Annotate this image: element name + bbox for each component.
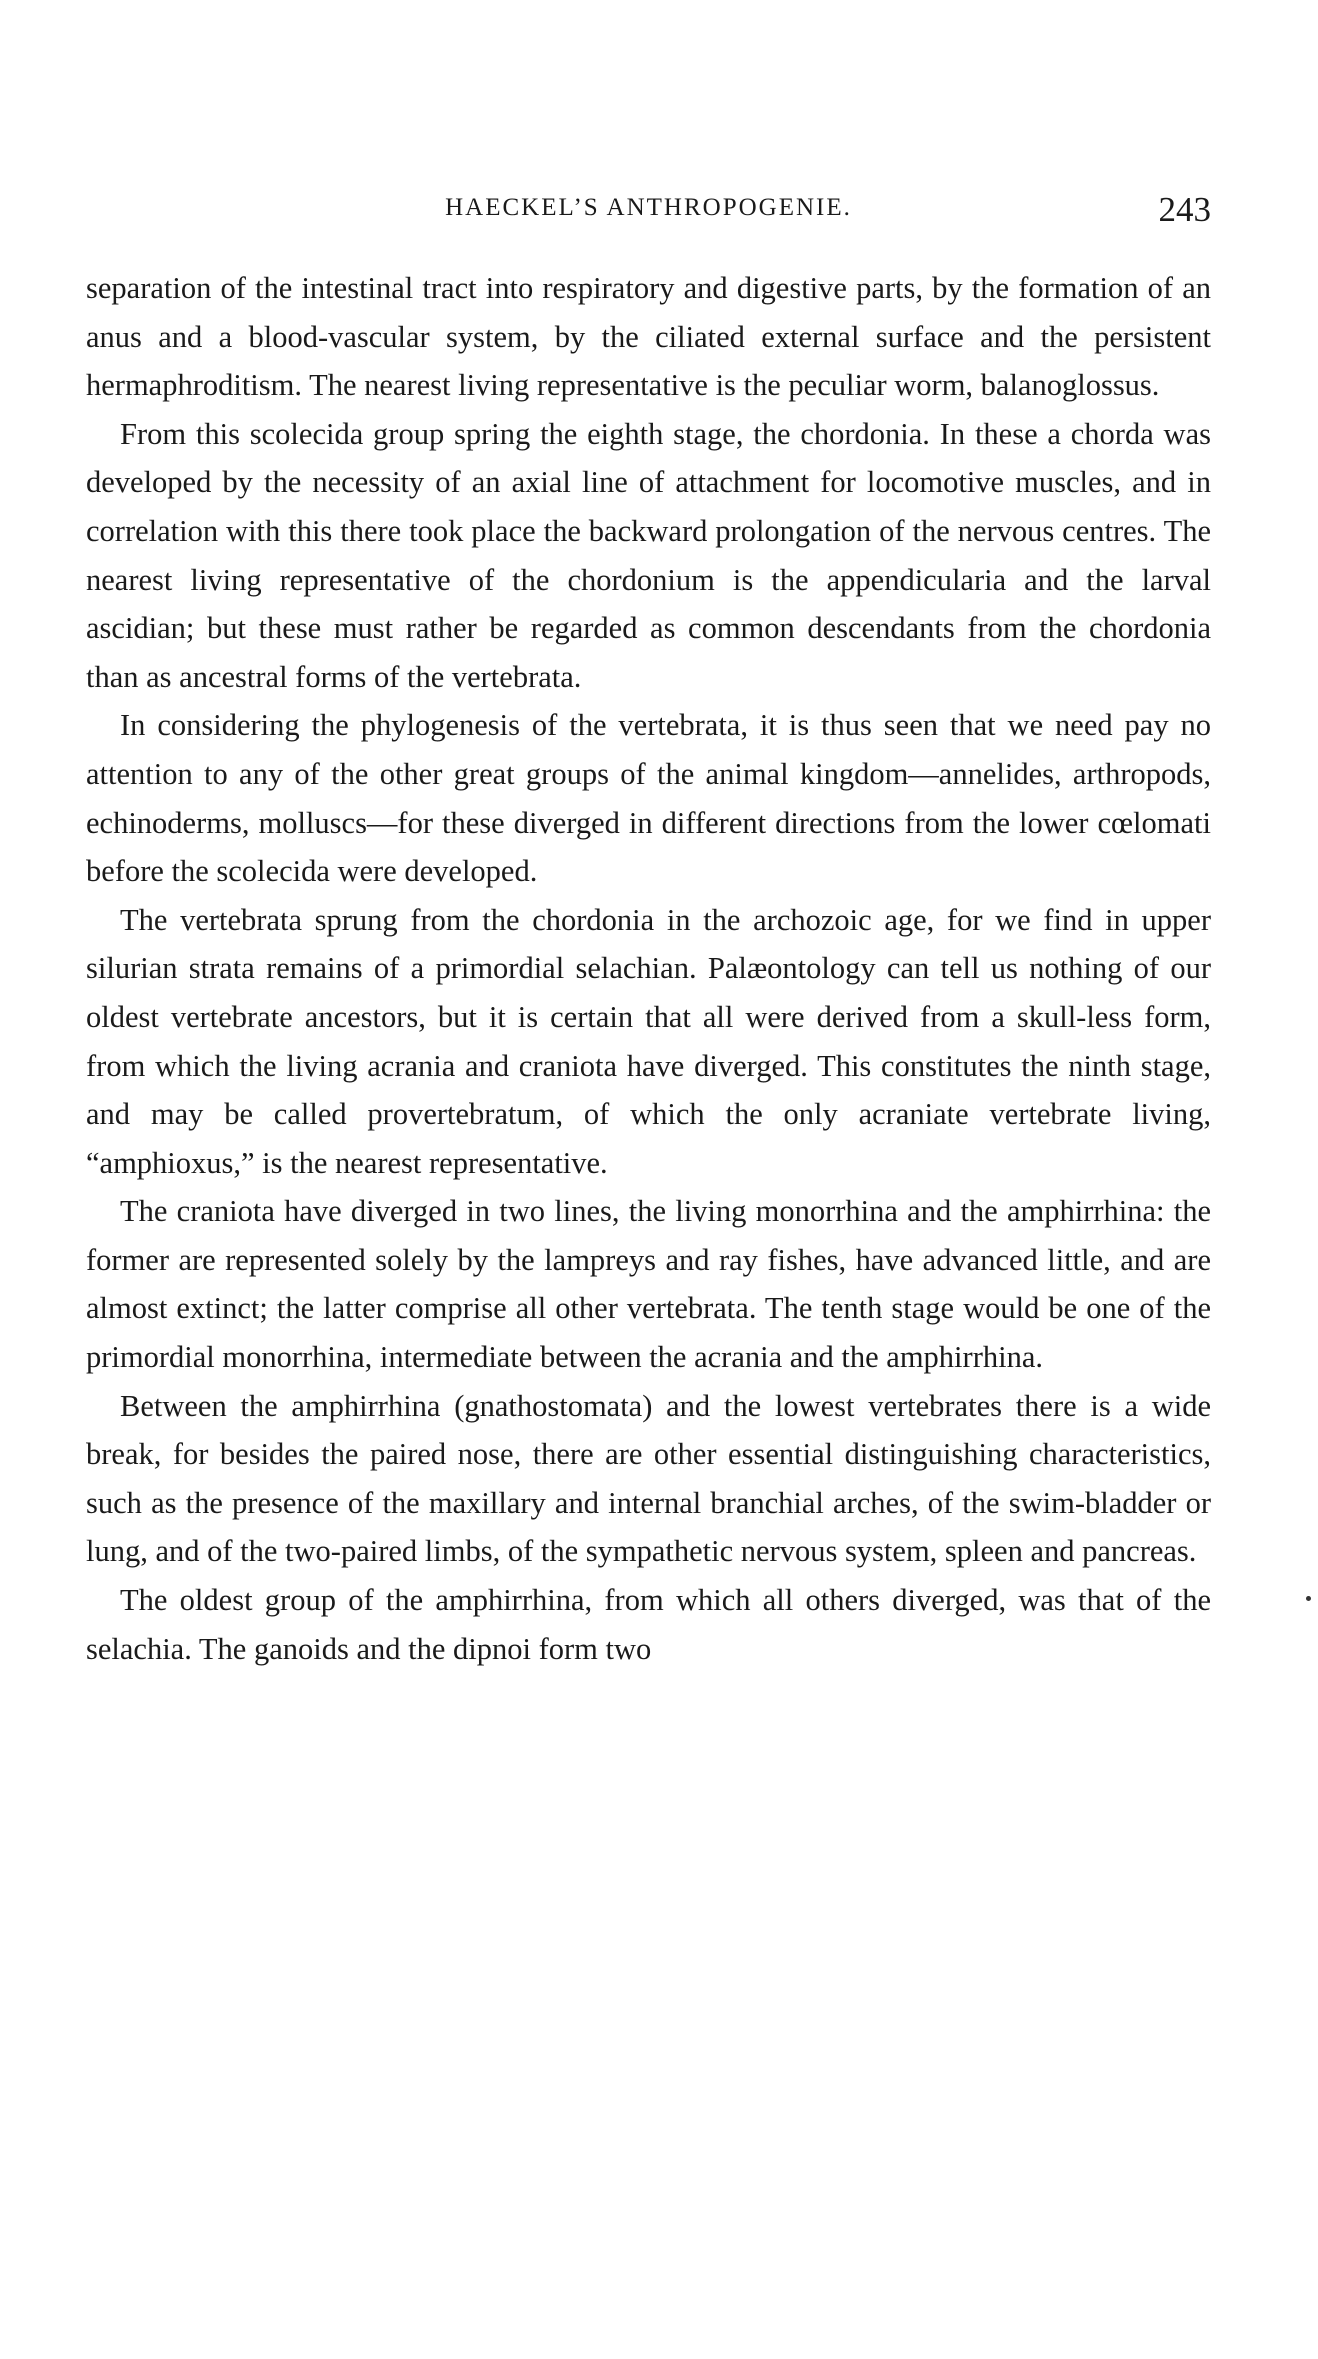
body-text	[86, 264, 1211, 1673]
paragraph-selachia: The oldest group of the amphirrhina, from which all others diverged, was that of the selachia. The ganoids and the dipnoi form two	[86, 1583, 1211, 1666]
paragraph-phylogenesis: In considering the phylogenesis of the vertebrata, it is thus seen that we need pay no attention to any of the other great groups of the animal kingdom—annelides, arthropods, echinoderms, molluscs—for these diverged in different directions from the lower cœlomati before the scolecida were developed.	[86, 708, 1211, 889]
paragraph-craniota: The craniota have diverged in two lines, the living monorrhina and the amphirrhina: the former are represented solely by the lampreys and ray fishes, have advanced little, and are almost extinct; the latter comprise all other vertebrata. The tenth stage would be one of the primordial monorrhina, intermediate between the acrania and the amphirrhina.	[86, 1194, 1211, 1375]
page-number: 243	[1158, 190, 1211, 229]
stray-ink-mark	[1306, 1596, 1311, 1601]
page-header	[86, 190, 1211, 230]
running-title: HAECKEL’S ANTHROPOGENIE.	[445, 194, 852, 221]
paragraph-vertebrata: The vertebrata sprung from the chordonia in the archozoic age, for we find in upper silurian strata remains of a primordial selachian. Palæontology can tell us nothing of our oldest vertebrate ancestors, but it is certain that all were derived from a skull-less form, from which the living acrania and craniota have diverged. This constitutes the ninth stage, and may be called provertebratum, of which the only acraniate vertebrate living, “amphioxus,” is the nearest representative.	[86, 902, 1211, 1180]
paragraph-continued: separation of the intestinal tract into respiratory and digestive parts, by the formation of an anus and a blood-vascular system, by the ciliated external surface and the persistent hermaphroditism. The nearest living representative is the peculiar worm, balanoglossus.	[86, 271, 1211, 403]
paragraph-chordonia: From this scolecida group spring the eighth stage, the chordonia. In these a chorda was developed by the necessity of an axial line of attachment for locomotive muscles, and in correlation with this there took place the backward prolongation of the nervous centres. The nearest living representative of the chordonium is the appendicularia and the larval ascidian; but these must rather be regarded as common descendants from the chordonia than as ancestral forms of the vertebrata.	[86, 416, 1211, 694]
paragraph-amphirrhina: Between the amphirrhina (gnathostomata) and the lowest vertebrates there is a wide break, for besides the paired nose, there are other essential distinguishing characteristics, such as the presence of the maxillary and internal branchial arches, of the swim-bladder or lung, and of the two-paired limbs, of the sympathetic nervous system, spleen and pancreas.	[86, 1388, 1211, 1569]
